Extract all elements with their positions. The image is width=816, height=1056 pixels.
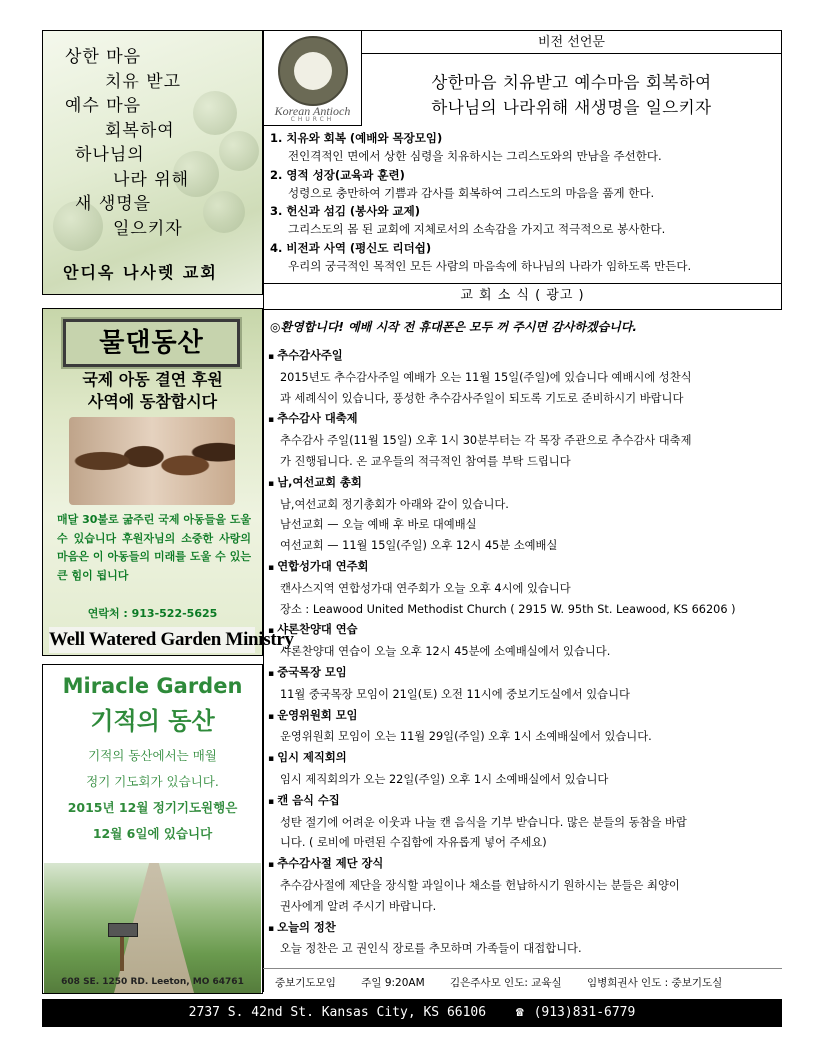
news-item-line: 가 진행됩니다. 온 교우들의 적극적인 참여를 부탁 드립니다	[280, 454, 571, 468]
news-item-head: ▪ 추수감사주일	[268, 346, 780, 368]
miracle-line: 기적의 동산에서는 매월	[88, 748, 217, 763]
poem-text	[43, 45, 262, 241]
news-item-head: ▪ 임시 제직회의	[268, 748, 780, 770]
ministry-headline	[43, 369, 262, 413]
headline-line: 사역에 동참합시다	[87, 392, 218, 411]
poem-line: 일으키자	[113, 218, 183, 239]
mailbox-icon	[108, 923, 138, 937]
vision-statement-line: 상한마음 치유받고 예수마음 회복하여	[431, 73, 712, 92]
news-item-line: 운영위원회 모임이 오는 11월 29일(주일) 오후 1시 소예배실에서 있습니다.	[280, 730, 652, 744]
miracle-garden-panel	[42, 664, 263, 994]
news-item-line: 임시 제직회의가 오는 22일(주일) 오후 1시 소예배실에서 있습니다	[280, 772, 609, 786]
logo-sub: CHURCH	[290, 116, 335, 123]
vision-item-head: 2. 영적 성장(교육과 훈련)	[270, 167, 405, 182]
vision-statement	[263, 30, 782, 284]
ministry-panel	[42, 308, 294, 656]
news-item-head: ▪ 연합성가대 연주회	[268, 557, 780, 579]
footer-bar	[42, 999, 782, 1027]
news-item-line: 남선교회 — 오늘 예배 후 바로 대예배실	[280, 518, 477, 532]
footer-address: 2737 S. 42nd St. Kansas City, KS 66106	[188, 1005, 487, 1020]
news-item-line: 여선교회 — 11월 15일(주일) 오후 12시 45분 소예배실	[280, 539, 558, 553]
ministry-body: 매달 30불로 굶주린 국제 아동들을 도울 수 있습니다 후원자님의 소중한 사랑의 마음은 이 아동들의 미래를 도울 수 있는 큰 힘이 됩니다	[57, 513, 251, 582]
ministry-contact: 연락처 : 913-522-5625	[87, 607, 218, 620]
poem-line: 회복하여	[105, 120, 175, 141]
poem-line: 치유 받고	[105, 71, 182, 92]
church-logo	[264, 31, 362, 126]
poem-panel	[42, 30, 263, 295]
vision-statement-line: 하나님의 나라위해 새생명을 일으키자	[431, 98, 712, 117]
poem-line: 새 생명을	[75, 194, 152, 214]
poem-line: 예수 마음	[65, 96, 142, 116]
vision-items	[270, 129, 780, 275]
news-item-head: ▪ 오늘의 정찬	[268, 918, 780, 940]
news-item-head: ▪ 운영위원회 모임	[268, 706, 780, 728]
miracle-body	[43, 743, 262, 847]
miracle-line: 2015년 12월 정기기도원행은	[67, 800, 238, 815]
news-item-line: 추수감사 주일(11월 15일) 오후 1시 30분부터는 각 목장 주관으로 추수감사 대축제	[280, 434, 692, 448]
news-item-line: 남,여선교회 정기총회가 아래와 같이 있습니다.	[280, 497, 509, 511]
nazarene-seal-icon	[278, 36, 348, 106]
prayer-info-item: 중보기도모임	[275, 977, 336, 989]
miracle-address: 608 SE. 1250 RD. Leeton, MO 64761	[61, 977, 244, 987]
news-item-head: ▪ 남,여선교회 총회	[268, 473, 780, 495]
prayer-info-item: 주일 9:20AM	[361, 977, 425, 989]
vision-title: 비전 선언문	[362, 31, 781, 54]
poem-line: 하나님의	[75, 145, 145, 165]
news-item-line: 캔사스지역 연합성가대 연주회가 오늘 오후 4시에 있습니다	[280, 581, 571, 595]
vision-item-desc: 성령으로 충만하여 기쁨과 감사를 회복하여 그리스도의 마음을 품게 한다.	[288, 185, 655, 200]
news-item-line: 장소 : Leawood United Methodist Church ( 2915 W. 95th St. Leawood, KS 66206 )	[280, 602, 736, 616]
news-item-line: 추수감사절에 제단을 장식할 과일이나 채소를 헌납하시기 원하시는 분들은 최양이	[280, 878, 680, 892]
prayer-info-item: 임병희권사 인도 : 중보기도실	[587, 977, 723, 989]
news-item-head: ▪ 추수감사절 제단 장식	[268, 854, 780, 876]
news-item-head: ▪ 캔 음식 수집	[268, 791, 780, 813]
headline-line: 국제 아동 결연 후원	[82, 370, 223, 389]
church-name: 안디옥 나사렛 교회	[63, 263, 218, 282]
news-item-head: ▪ 추수감사 대축제	[268, 409, 780, 431]
prayer-info-item: 김은주사모 인도: 교육실	[450, 977, 562, 989]
footer-phone: (913)831-6779	[533, 1005, 636, 1020]
miracle-title-en: Miracle Garden	[62, 674, 243, 698]
news-item-line: 니다. ( 로비에 마련된 수집함에 자유롭게 넣어 주세요)	[280, 836, 547, 850]
news-title: 교 회 소 식 ( 광고 )	[263, 284, 782, 310]
news-item-head: ▪ 샤론찬양대 연습	[268, 620, 780, 642]
children-praying-photo	[69, 417, 235, 505]
poem-line: 나라 위해	[113, 169, 190, 190]
ministry-name: Well Watered Garden Ministry	[49, 627, 255, 653]
news-item-line: 오늘 정찬은 고 권인식 장로를 추모하며 가족들이 대접합니다.	[280, 942, 582, 956]
ministry-sign: 물댄동산	[63, 319, 240, 367]
news-list	[268, 346, 780, 960]
vision-item-desc: 우리의 궁극적인 목적인 모든 사람의 마음속에 하나님의 나라가 임하도록 만든다.	[288, 259, 692, 274]
vision-item-desc: 전인격적인 면에서 상한 심령을 치유하시는 그리스도와의 만남을 주선한다.	[288, 149, 662, 164]
country-road-photo	[44, 863, 261, 993]
vision-item-head: 1. 치유와 회복 (예배와 목장모임)	[270, 131, 443, 145]
news-item-line: 2015년도 추수감사주일 예배가 오는 11월 15일(주일)에 있습니다 예배시에 성찬식	[280, 370, 692, 384]
miracle-line: 12월 6일에 있습니다	[92, 826, 213, 841]
prayer-info	[263, 968, 782, 990]
vision-item-desc: 그리스도의 몸 된 교회에 지체로서의 소속감을 가지고 적극적으로 봉사한다.	[288, 222, 666, 237]
poem-line: 상한 마음	[65, 47, 142, 67]
logo-text: Korean Antioch	[274, 104, 351, 118]
news-item-line: 11월 중국목장 모임이 21일(토) 오전 11시에 중보기도실에서 있습니다	[280, 687, 630, 701]
miracle-line: 정기 기도회가 있습니다.	[86, 774, 219, 789]
news-item-head: ▪ 중국목장 모임	[268, 663, 780, 685]
news-item-line: 성탄 절기에 어려운 이웃과 나눌 캔 음식을 기부 받습니다. 많은 분들의 동참을 바랍	[280, 815, 687, 829]
phone-icon: ☎	[515, 1005, 524, 1020]
news-section	[263, 310, 782, 992]
vision-item-head: 4. 비전과 사역 (평신도 리더쉽)	[270, 240, 432, 255]
miracle-title-ko: 기적의 동산	[90, 707, 215, 735]
news-item-line: 샤론찬양대 연습이 오늘 오후 12시 45분에 소예배실에서 있습니다.	[280, 645, 611, 659]
news-item-line: 권사에게 알려 주시기 바랍니다.	[280, 899, 437, 913]
welcome-message: ◎환영합니다! 예배 시작 전 휴대폰은 모두 꺼 주시면 감사하겠습니다.	[270, 320, 637, 334]
news-item-line: 과 세례식이 있습니다, 풍성한 추수감사주일이 되도록 기도로 준비하시기 바랍니다	[280, 391, 684, 405]
vision-item-head: 3. 헌신과 섬김 (봉사와 교제)	[270, 204, 420, 219]
